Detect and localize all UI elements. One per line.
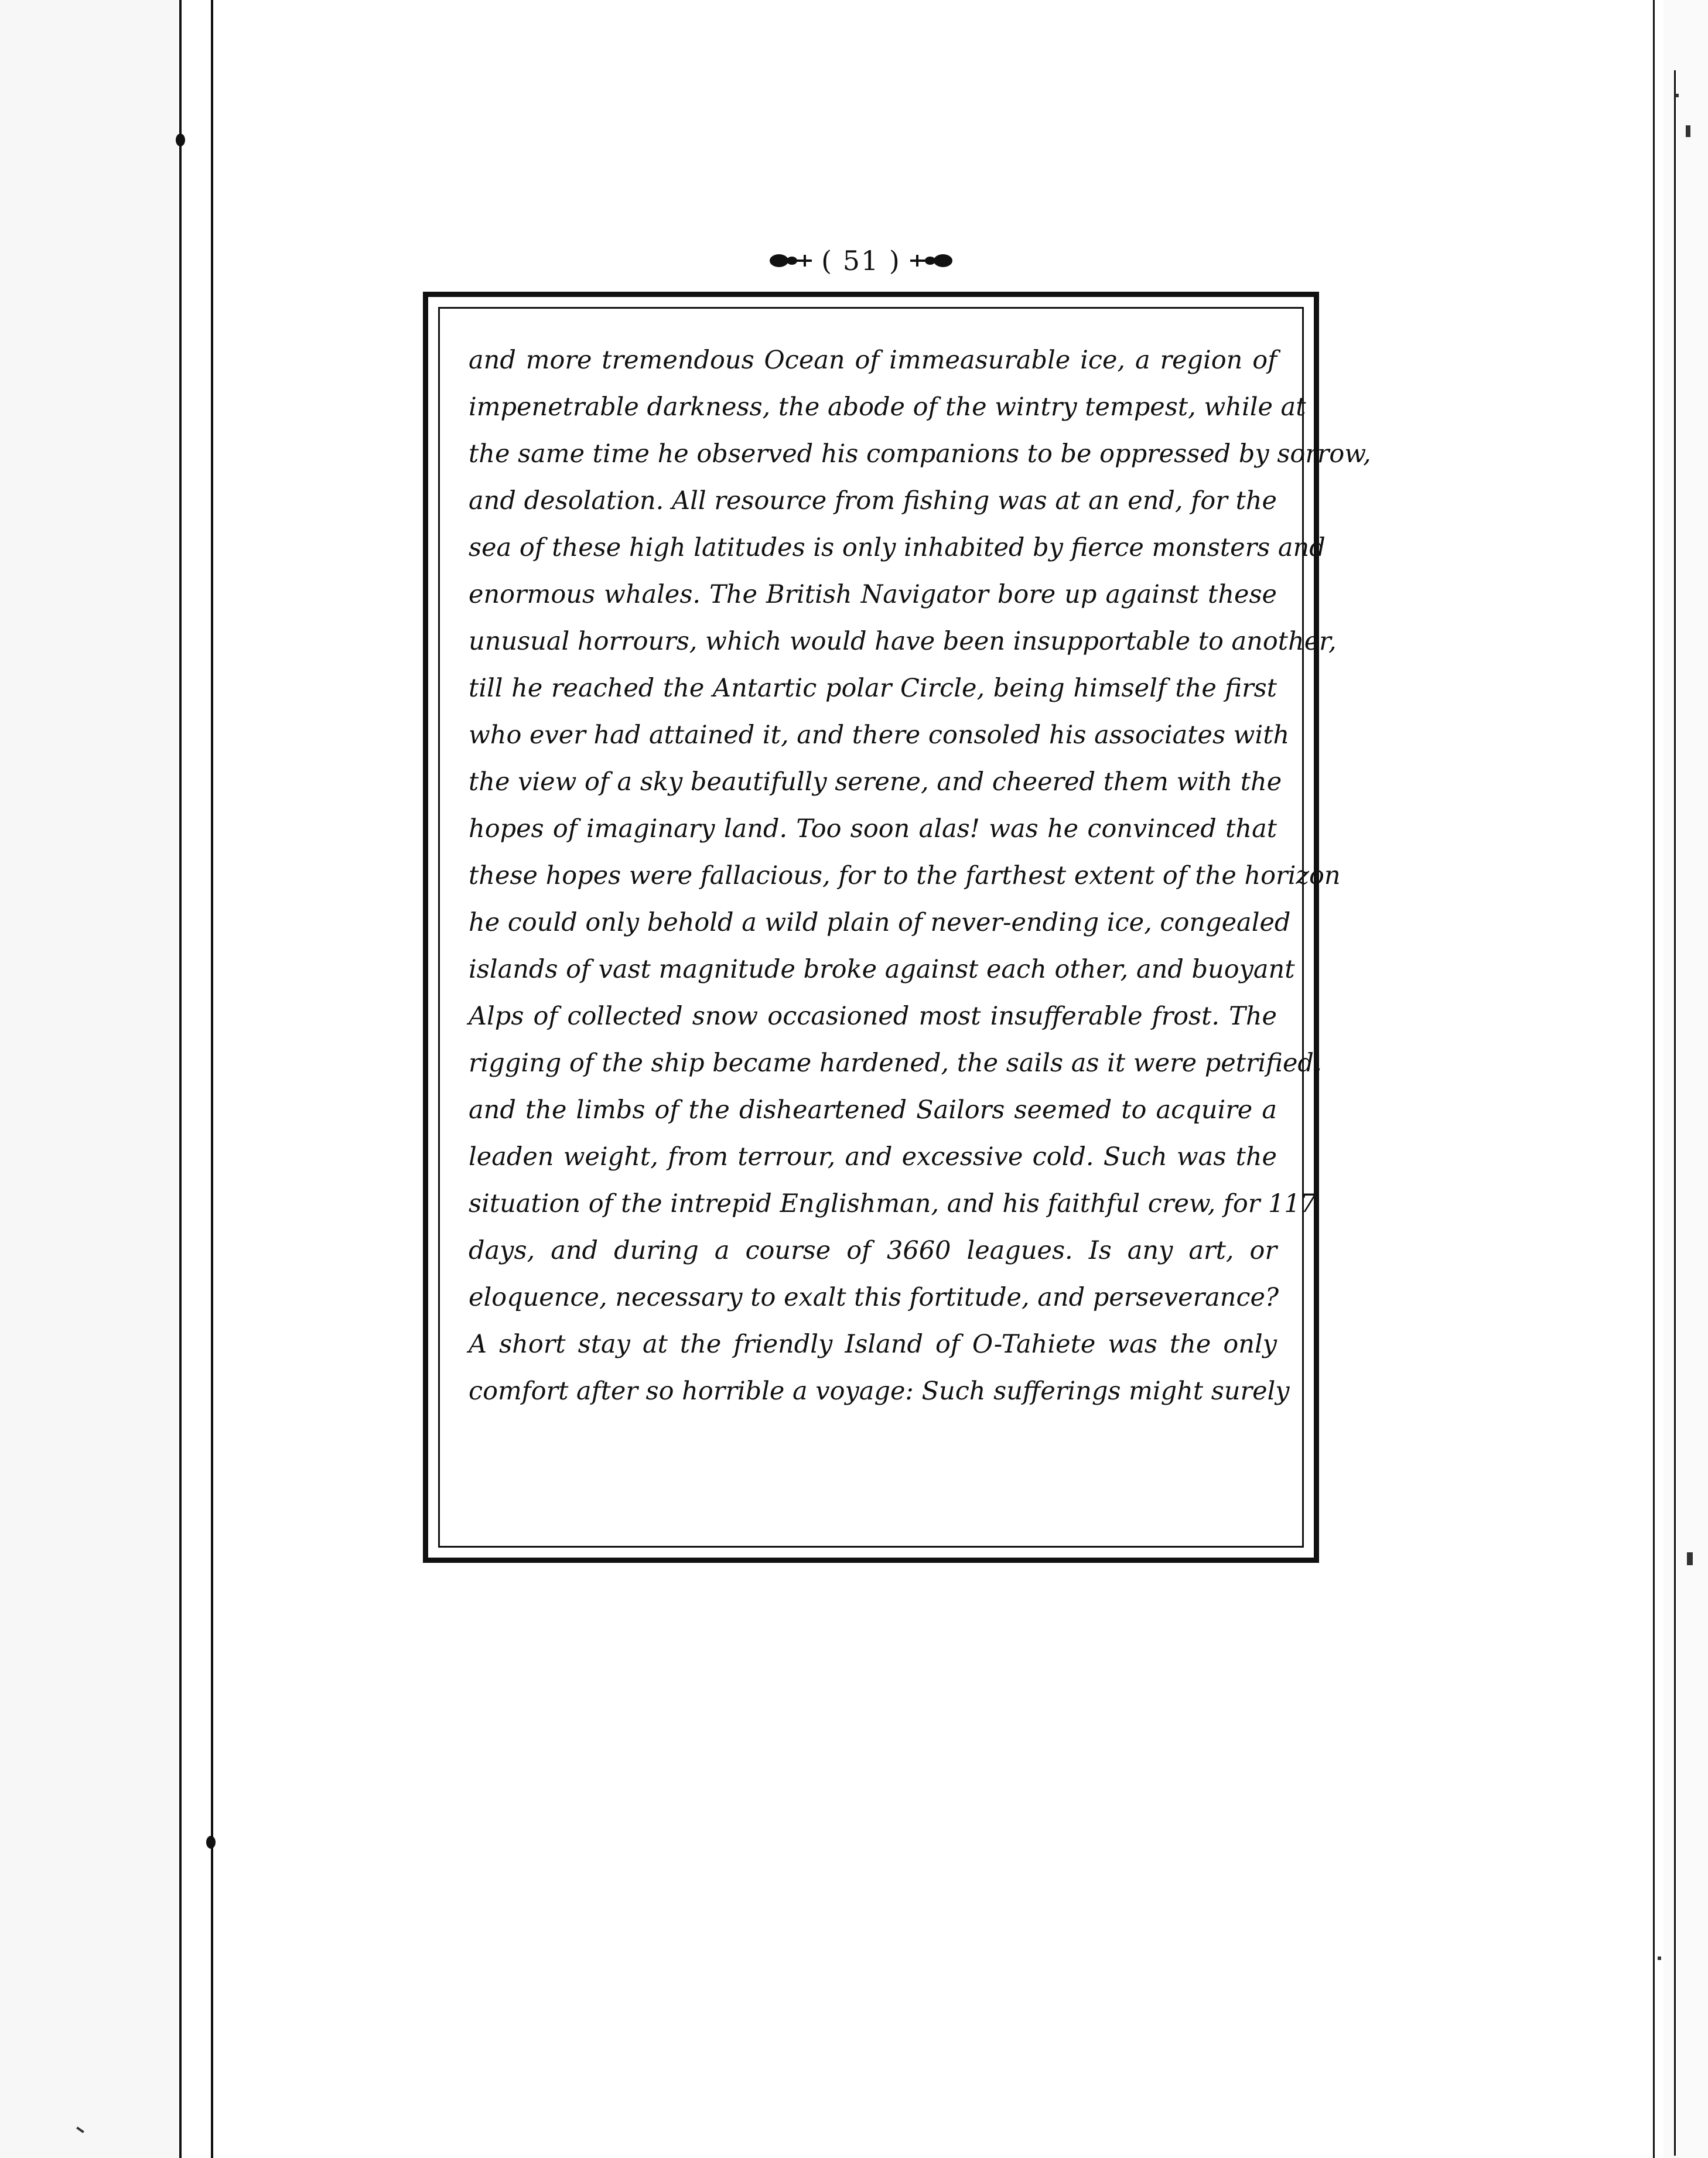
gutter-edge-line (179, 0, 182, 2158)
binding-mark (206, 1836, 216, 1849)
page-edge-shadow (1663, 0, 1708, 2158)
page-edge-line (1653, 0, 1655, 2158)
body-text (469, 337, 1371, 1450)
text-line: A short stay at the friendly Island of O-Tahiete was the only (469, 1330, 1277, 1359)
spine-line (211, 0, 213, 2158)
page-edge-line (1674, 70, 1676, 2156)
speck (1658, 1956, 1661, 1960)
text-line: impenetrable darkness, the abode of the wintry tempest, while at (469, 392, 1306, 422)
text-line: eloquence, necessary to exalt this fortitude, and perseverance? (469, 1283, 1279, 1312)
text-line: leaden weight, from terrour, and excessive cold. Such was the (469, 1142, 1277, 1172)
text-line: these hopes were fallacious, for to the farthest extent of the horizon (469, 861, 1341, 890)
speck (1675, 94, 1679, 97)
page-number: ( 51 ) (821, 245, 901, 276)
speck (1686, 125, 1690, 137)
text-line: he could only behold a wild plain of never-ending ice, congealed (469, 908, 1291, 937)
text-line: islands of vast magnitude broke against each other, and buoyant (469, 955, 1295, 984)
text-line: till he reached the Antartic polar Circle, being himself the first (469, 674, 1277, 703)
text-line: the view of a sky beautifully serene, and cheered them with the (469, 767, 1282, 797)
text-line: Alps of collected snow occasioned most insufferable frost. The (469, 1002, 1277, 1031)
text-line: and the limbs of the disheartened Sailors seemed to acquire a (469, 1095, 1277, 1125)
page-header (767, 240, 955, 281)
text-line: who ever had attained it, and there consoled his associates with (469, 721, 1290, 750)
text-line: unusual horrours, which would have been insupportable to another, (469, 627, 1337, 656)
text-line: rigging of the ship became hardened, the sails as it were petrified, (469, 1049, 1322, 1078)
text-line: hopes of imaginary land. Too soon alas! was he convinced that (469, 814, 1277, 844)
text-line: the same time he observed his companions to be oppressed by sorrow, (469, 439, 1371, 469)
text-line: and desolation. All resource from fishing was at an end, for the (469, 486, 1277, 515)
binding-gutter (0, 0, 179, 2158)
text-line: enormous whales. The British Navigator bore up against these (469, 580, 1277, 609)
text-line: sea of these high latitudes is only inhabited by fierce monsters and (469, 533, 1326, 562)
text-line: situation of the intrepid Englishman, and his faithful crew, for 117 (469, 1189, 1317, 1218)
left-ornament-icon (767, 249, 813, 272)
binding-mark (176, 134, 185, 146)
text-line: comfort after so horrible a voyage: Such sufferings might surely (469, 1377, 1290, 1406)
text-line: days, and during a course of 3660 leagues. Is any art, or (469, 1236, 1277, 1265)
right-ornament-icon (909, 249, 955, 272)
text-line: and more tremendous Ocean of immeasurable ice, a region of (469, 346, 1277, 375)
speck (1687, 1552, 1693, 1565)
